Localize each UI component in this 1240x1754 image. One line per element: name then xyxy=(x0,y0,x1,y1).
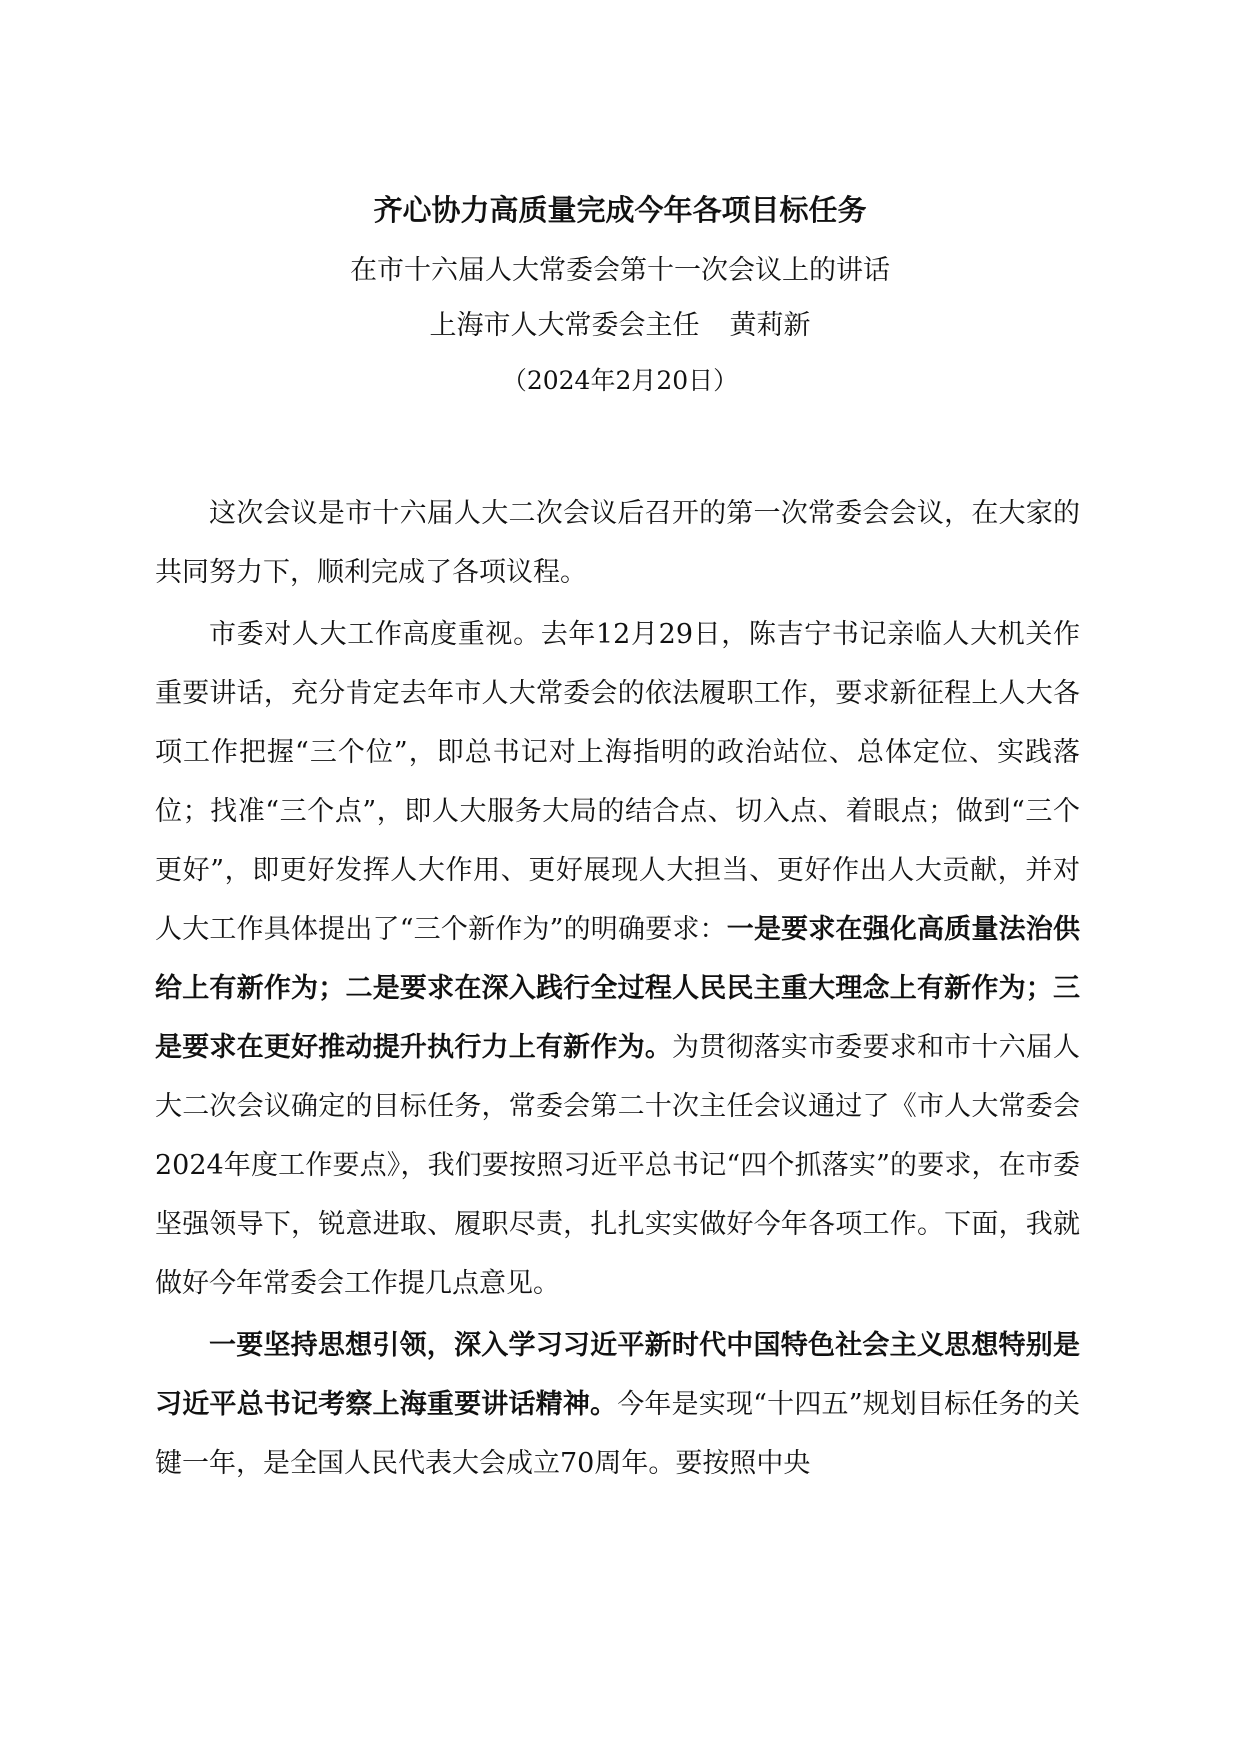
paragraph-1 xyxy=(155,484,1080,602)
document-body xyxy=(155,484,1080,1496)
speech-date: （2024年2月20日） xyxy=(501,366,739,395)
speaker-role: 上海市人大常委会主任 xyxy=(429,310,700,341)
speaker-line xyxy=(0,307,1240,345)
paragraph-2-emphasis: 一是要求在强化高质量法治供给上有新作为；二是要求在深入践行全过程人民民主重大理念上有新作为；三是要求在更好推动提升执行力上有新作为。 xyxy=(155,914,1081,1063)
document-title: 齐心协力高质量完成今年各项目标任务 xyxy=(373,193,867,227)
paragraph-2 xyxy=(155,605,1080,1313)
document-subtitle: 在市十六届人大常委会第十一次会议上的讲话 xyxy=(350,255,890,286)
paragraph-3 xyxy=(155,1316,1080,1493)
paragraph-1-text: 这次会议是市十六届人大二次会议后召开的第一次常委会会议，在大家的共同努力下，顺利完成了各项议程。 xyxy=(155,498,1080,588)
paragraph-3-text: 今年是实现“十四五”规划目标任务的关键一年，是全国人民代表大会成立70周年。要按照中央 xyxy=(155,1389,1081,1479)
speaker-name: 黄莉新 xyxy=(729,310,811,341)
paragraph-3-emphasis: 一要坚持思想引领，深入学习习近平新时代中国特色社会主义思想特别是习近平总书记考察上海重要讲话精神。 xyxy=(155,1330,1080,1420)
paragraph-2-text-a: 市委对人大工作高度重视。去年12月29日，陈吉宁书记亲临人大机关作重要讲话，充分肯定去年市人大常委会的依法履职工作，要求新征程上人大各项工作把握“三个位”，即总书记对上海指明的政治站位、总体定位、实践落位；找准“三个点”，即人大服务大局的结合点、切入点、着眼点；做到“三个更好”，即更好发挥人大作用、更好展现人大担当、更好作出人大贡献，并对人大工作具体提出了“三个新作为”的明确要求： xyxy=(155,619,1080,945)
paragraph-2-text-b: 为贯彻落实市委要求和市十六届人大二次会议确定的目标任务，常委会第二十次主任会议通过了《市人大常委会2024年度工作要点》，我们要按照习近平总书记“四个抓落实”的要求，在市委坚强领导下，锐意进取、履职尽责，扎扎实实做好今年各项工作。下面，我就做好今年常委会工作提几点意见。 xyxy=(155,1032,1081,1299)
header-block xyxy=(0,190,1240,400)
